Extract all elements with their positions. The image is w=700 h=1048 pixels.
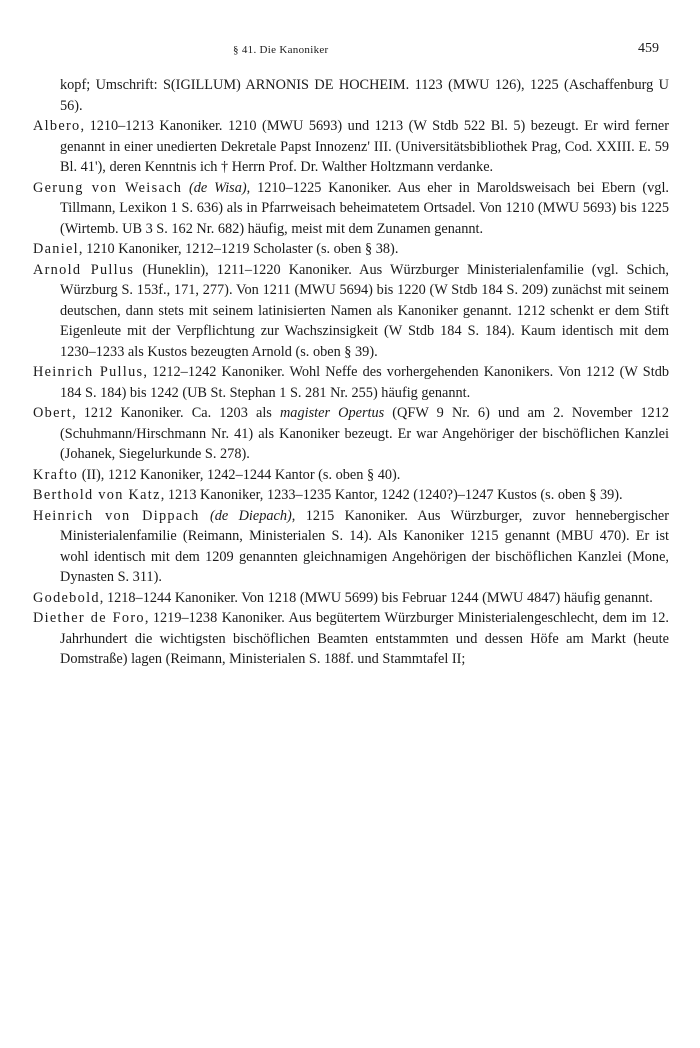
entry-gerung-von-weisach: Gerung von Weisach (de Wisa), 1210–1225 Kanoniker. Aus eher in Maroldsweisach bei Ebern (vgl. Tillmann, Lexikon 1 S. 636) als in Pfarrweisach beheimatetem Ortsadel. Von 1210 (MWU 5693) bis 1225 (Wirtemb. UB 3 S. 162 Nr. 682) häufig, meist mit dem Zunamen genannt.	[33, 179, 669, 237]
entry-berthold-von-katz: Berthold von Katz, 1213 Kanoniker, 1233–1235 Kantor, 1242 (1240?)–1247 Kustos (s. oben § 39).	[33, 487, 623, 503]
entry-name: Daniel	[33, 241, 79, 257]
entry-name: Berthold von Katz	[33, 487, 161, 503]
entry-latin-name: (de Wisa)	[189, 179, 247, 196]
page-number: 459	[638, 41, 659, 56]
entry-daniel: Daniel, 1210 Kanoniker, 1212–1219 Scholaster (s. oben § 38).	[33, 241, 399, 257]
entry-name: Gerung von Weisach	[33, 179, 183, 196]
entry-latin-name: magister Opertus	[279, 405, 385, 421]
entry-albero: Albero, 1210–1213 Kanoniker. 1210 (MWU 5693) und 1213 (W Stdb 522 Bl. 5) bezeugt. Er wird ferner genannt in einer unedierten Dekretale Papst Innozenz' III. (Universitätsbibliothek Prag, Cod. XXIII. E. 59 Bl. 41'), deren Kenntnis ich † Herrn Prof. Dr. Walther Holtzmann verdanke.	[33, 118, 669, 175]
entry-godebold: Godebold, 1218–1244 Kanoniker. Von 1218 (MWU 5699) bis Februar 1244 (MWU 4847) häufig genannt.	[33, 589, 653, 606]
page-body	[33, 75, 669, 670]
entry-arnold-pullus: Arnold Pullus (Huneklin), 1211–1220 Kanoniker. Aus Würzburger Ministerialenfamilie (vgl. Schich, Würzburg S. 153f., 171, 277). Von 1211 (MWU 5694) bis 1220 (W Stdb 184 S. 209) zunächst mit seinem deutschen, dann stets mit seinem latinisierten Namen als Kanoniker genannt. 1212 schenkt er dem Stift Eigenleute mit der Verpflichtung zur Wachszinsigkeit (W Stdb 184 S. 184). Kaum identisch mit dem 1230–1233 als Kustos bezeugten Arnold (s. oben § 39).	[33, 261, 670, 360]
entry-heinrich-von-dippach: Heinrich von Dippach (de Diepach), 1215 Kanoniker. Aus Würzburger, zuvor hennebergischer Ministerialenfamilie (Reimann, Ministerialen S. 14). Als Kanoniker 1215 genannt (MBU 470). Er ist wohl identisch mit dem 1209 genannten gleichnamigen Angehörigen der bischöflichen Kanzlei (Mone, Dynasten S. 311).	[33, 507, 670, 585]
entry-latin-name: (de Diepach)	[209, 507, 292, 524]
entry-krafto: Krafto (II), 1212 Kanoniker, 1242–1244 Kantor (s. oben § 40).	[33, 466, 401, 483]
entry-diether-de-foro: Diether de Foro, 1219–1238 Kanoniker. Aus begütertem Würzburger Ministerialengeschlecht, dem im 12. Jahrhundert die wichtigsten bischöflichen Beamten entstammten und dessen Höfe am Markt (heute Domstraße) lagen (Reimann, Ministerialen S. 188f. und Stammtafel II;	[33, 610, 669, 667]
entry-name: Heinrich von Dippach	[33, 507, 200, 524]
running-head: § 41. Die Kanoniker	[233, 44, 329, 56]
entry-name: Albero	[33, 118, 81, 134]
entry-name: Krafto	[33, 466, 79, 483]
entry-name: Heinrich Pullus	[33, 364, 144, 380]
entry-heinrich-pullus: Heinrich Pullus, 1212–1242 Kanoniker. Wohl Neffe des vorhergehenden Kanonikers. Von 1212 (W Stdb 184 S. 184) bis 1242 (UB St. Stephan 1 S. 281 Nr. 255) häufig genannt.	[33, 364, 669, 401]
entry-name: Godebold	[33, 589, 100, 606]
entry-name: Obert	[33, 405, 73, 421]
entry-name: Diether de Foro	[33, 610, 145, 626]
entry-obert: Obert, 1212 Kanoniker. Ca. 1203 als magister Opertus (QFW 9 Nr. 6) und am 2. November 1212 (Schuhmann/Hirschmann Nr. 41) als Kanoniker bezeugt. Er war Angehöriger der bischöflichen Kanzlei (Johanek, Siegelurkunde S. 278).	[33, 405, 669, 462]
entry-name: Arnold Pullus	[33, 261, 135, 278]
entry-continued: kopf; Umschrift: S(IGILLUM) ARNONIS DE HOCHEIM. 1123 (MWU 126), 1225 (Aschaffenburg U 56).	[60, 77, 669, 114]
